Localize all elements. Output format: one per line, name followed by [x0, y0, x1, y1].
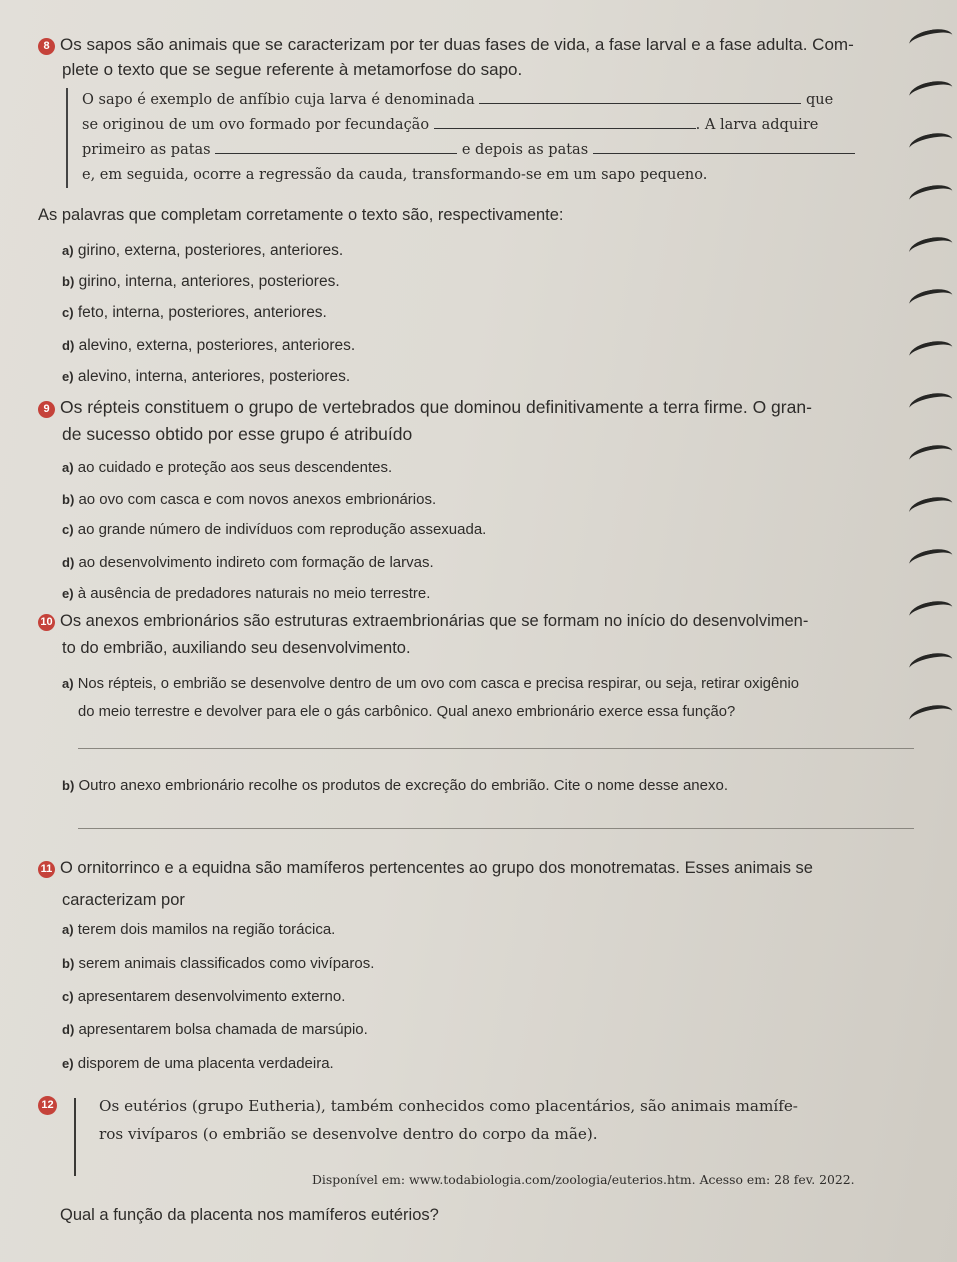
q9-option-c[interactable]: c) ao grande número de indivíduos com reprodução assexuada.: [62, 521, 487, 538]
q9-option-d[interactable]: d) ao desenvolvimento indireto com formação de larvas.: [62, 554, 434, 571]
q8-stem-line2: plete o texto que se segue referente à metamorfose do sapo.: [62, 60, 523, 79]
q8-text-line2: se originou de um ovo formado por fecundação . A larva adquire: [82, 113, 902, 138]
q8-number-badge: 8: [38, 38, 55, 55]
q9-option-a[interactable]: a) ao cuidado e proteção aos seus descendentes.: [62, 459, 393, 476]
q8-prompt: As palavras que completam corretamente o texto são, respectivamente:: [38, 206, 564, 224]
q10-number-badge: 10: [38, 614, 55, 631]
q12-source: Disponível em: www.todabiologia.com/zoologia/euterios.htm. Acesso em: 28 fev. 2022.: [312, 1172, 855, 1187]
q11-option-e[interactable]: e) disporem de uma placenta verdadeira.: [62, 1055, 334, 1072]
q8-blank-1[interactable]: [479, 89, 801, 104]
q10-answer-line-a[interactable]: [78, 748, 914, 749]
q12-quote-bar: [74, 1098, 76, 1176]
q12-question: Qual a função da placenta nos mamíferos eutérios?: [60, 1206, 439, 1224]
q9-stem: [38, 394, 908, 448]
q10-item-a: a) Nos répteis, o embrião se desenvolve dentro de um ovo com casca e precisa respirar, ou seja, retirar oxigênio do meio terrestre e devolver para ele o gás carbônico. Qual anexo embrionário exerce essa função?: [62, 676, 799, 720]
q11-option-c[interactable]: c) apresentarem desenvolvimento externo.: [62, 988, 346, 1005]
q11-option-b[interactable]: b) serem animais classificados como vivíparos.: [62, 955, 375, 972]
q11-stem-line1: O ornitorrinco e a equidna são mamíferos pertencentes ao grupo dos monotrematas. Esses animais se: [60, 859, 813, 877]
q8-blank-4[interactable]: [593, 139, 855, 154]
q8-stem-line1: Os sapos são animais que se caracterizam por ter duas fases de vida, a fase larval e a fase adulta. Com-: [60, 35, 854, 54]
q8-option-e[interactable]: e) alevino, interna, anteriores, posteriores.: [62, 368, 351, 385]
q9-option-e[interactable]: e) à ausência de predadores naturais no meio terrestre.: [62, 585, 431, 602]
q10-stem-line2: to do embrião, auxiliando seu desenvolvimento.: [62, 639, 411, 657]
q9-option-b[interactable]: b) ao ovo com casca e com novos anexos embrionários.: [62, 491, 437, 508]
q8-option-a[interactable]: a) girino, externa, posteriores, anteriores.: [62, 242, 344, 259]
q11-number-badge: 11: [38, 861, 55, 878]
q12-quote-line1: Os eutérios (grupo Eutheria), também conhecidos como placentários, são animais mamífe-: [99, 1097, 798, 1115]
q8-option-d[interactable]: d) alevino, externa, posteriores, anteriores.: [62, 337, 356, 354]
spiral-binding: [909, 20, 957, 740]
q11-stem: [38, 852, 908, 916]
q8-fill-text: [66, 88, 902, 188]
q9-stem-line1: Os répteis constituem o grupo de vertebrados que dominou definitivamente a terra firme. O gran-: [60, 397, 812, 417]
q9-stem-line2: de sucesso obtido por esse grupo é atribuído: [62, 424, 413, 444]
q8-text-line1: O sapo é exemplo de anfíbio cuja larva é denominada que: [82, 88, 902, 113]
q9-number-badge: 9: [38, 401, 55, 418]
q8-option-c[interactable]: c) feto, interna, posteriores, anteriores.: [62, 304, 327, 321]
q8-stem: [38, 32, 908, 82]
q11-option-a[interactable]: a) terem dois mamilos na região torácica.: [62, 921, 336, 938]
q8-text-line3: primeiro as patas e depois as patas: [82, 138, 902, 163]
q11-option-d[interactable]: d) apresentarem bolsa chamada de marsúpio.: [62, 1021, 368, 1038]
q11-stem-line2: caracterizam por: [62, 891, 185, 909]
q12-number-badge: 12: [38, 1095, 57, 1115]
q10-item-b: b) Outro anexo embrionário recolhe os produtos de excreção do embrião. Cite o nome desse anexo.: [62, 777, 728, 794]
q8-text-line4: e, em seguida, ocorre a regressão da cauda, transformando-se em um sapo pequeno.: [82, 167, 708, 183]
q10-stem: [38, 608, 908, 662]
q8-blank-3[interactable]: [215, 139, 457, 154]
q12-quote-line2: ros vivíparos (o embrião se desenvolve dentro do corpo da mãe).: [99, 1125, 598, 1143]
q10-answer-line-b[interactable]: [78, 828, 914, 829]
q8-option-b[interactable]: b) girino, interna, anteriores, posteriores.: [62, 273, 340, 290]
q10-stem-line1: Os anexos embrionários são estruturas extraembrionárias que se formam no início do desenvolvimen-: [60, 612, 809, 630]
q8-blank-2[interactable]: [434, 114, 696, 129]
q12-quote: [99, 1092, 939, 1148]
